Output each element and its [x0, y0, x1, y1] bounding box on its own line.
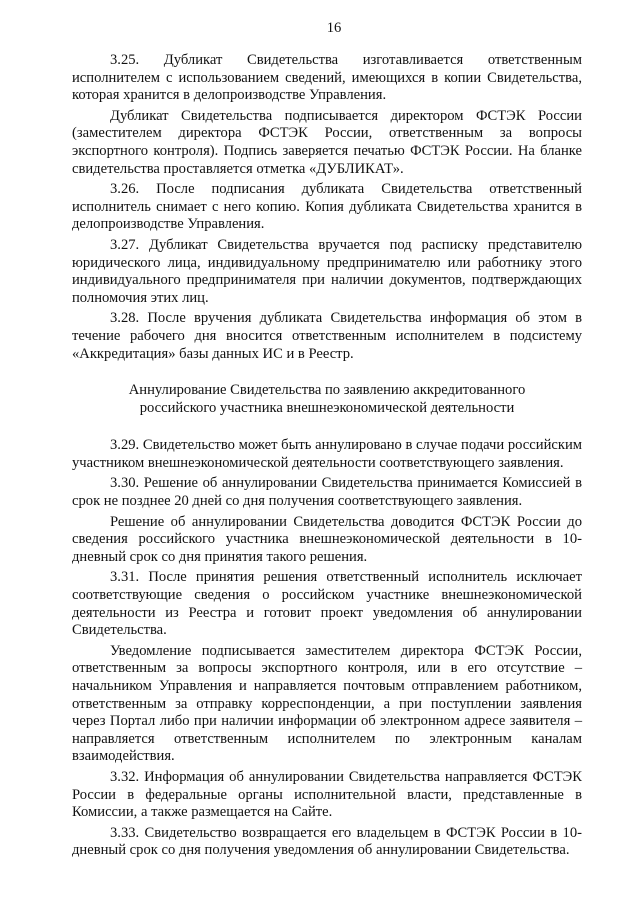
paragraph-3-29: 3.29. Свидетельство может быть аннулировано в случае подачи российским участником внешнеэкономической деятельности соответствующего заявления. — [72, 437, 582, 471]
paragraph-duplicate-signing: Дубликат Свидетельства подписывается директором ФСТЭК России (заместителем директора ФСТЭК России, ответственным за вопросы экспортного контроля). Подпись заверяется печатью ФСТЭК России. На бланке свидетельства проставляется отметка «ДУБЛИКАТ». — [72, 107, 582, 177]
paragraph-3-27: 3.27. Дубликат Свидетельства вручается под расписку представителю юридического лица, индивидуальному предпринимателю или работнику этого индивидуального предпринимателя при наличии документов, подтверждающих полномочия этих лиц. — [72, 236, 582, 306]
paragraph-3-31: 3.31. После принятия решения ответственный исполнитель исключает соответствующие сведения о российском участнике внешнеэкономической деятельности из Реестра и готовит проект уведомления об аннулировании Свидетельства. — [72, 569, 582, 639]
paragraph-3-33: 3.33. Свидетельство возвращается его владельцем в ФСТЭК России в 10-дневный срок со дня получения уведомления об аннулировании Свидетельства. — [72, 824, 582, 859]
paragraph-3-25: 3.25. Дубликат Свидетельства изготавливается ответственным исполнителем с использованием сведений, имеющихся в копии Свидетельства, которая хранится в делопроизводстве Управления. — [72, 52, 582, 104]
paragraph-3-32: 3.32. Информация об аннулировании Свидетельства направляется ФСТЭК России в федеральные органы исполнительной власти, представленные в Комиссии, а также размещается на Сайте. — [72, 768, 582, 821]
page-number: 16 — [326, 20, 342, 36]
paragraph-3-28: 3.28. После вручения дубликата Свидетельства информация об этом в течение рабочего дня вносится ответственным исполнителем в подсистему «Аккредитация» базы данных ИС и в Реестр. — [72, 310, 582, 362]
paragraph-annulment-decision: Решение об аннулировании Свидетельства доводится ФСТЭК России до сведения российского участника внешнеэкономической деятельности в 10-дневный срок со дня принятия такого решения. — [72, 513, 582, 565]
paragraph-3-26: 3.26. После подписания дубликата Свидетельства ответственный исполнитель снимает с него копию. Копия дубликата Свидетельства хранится в делопроизводстве Управления. — [72, 181, 582, 233]
paragraph-3-30: 3.30. Решение об аннулировании Свидетельства принимается Комиссией в срок не позднее 20 дней со дня получения соответствующего заявления. — [72, 475, 582, 510]
section-heading: Аннулирование Свидетельства по заявлению аккредитованного российского участника внешнеэкономической деятельности — [128, 382, 526, 416]
paragraph-notification: Уведомление подписывается заместителем директора ФСТЭК России, ответственным за вопросы экспортного контроля, или в его отсутствие – начальником Управления и направляется почтовым отправлением работником, ответственным за отправку корреспонденции, а при поступлении заявления через Портал либо при наличии информации об электронном адресе заявителя – направляется ответственным исполнителем по электронным каналам взаимодействия. — [72, 642, 582, 765]
